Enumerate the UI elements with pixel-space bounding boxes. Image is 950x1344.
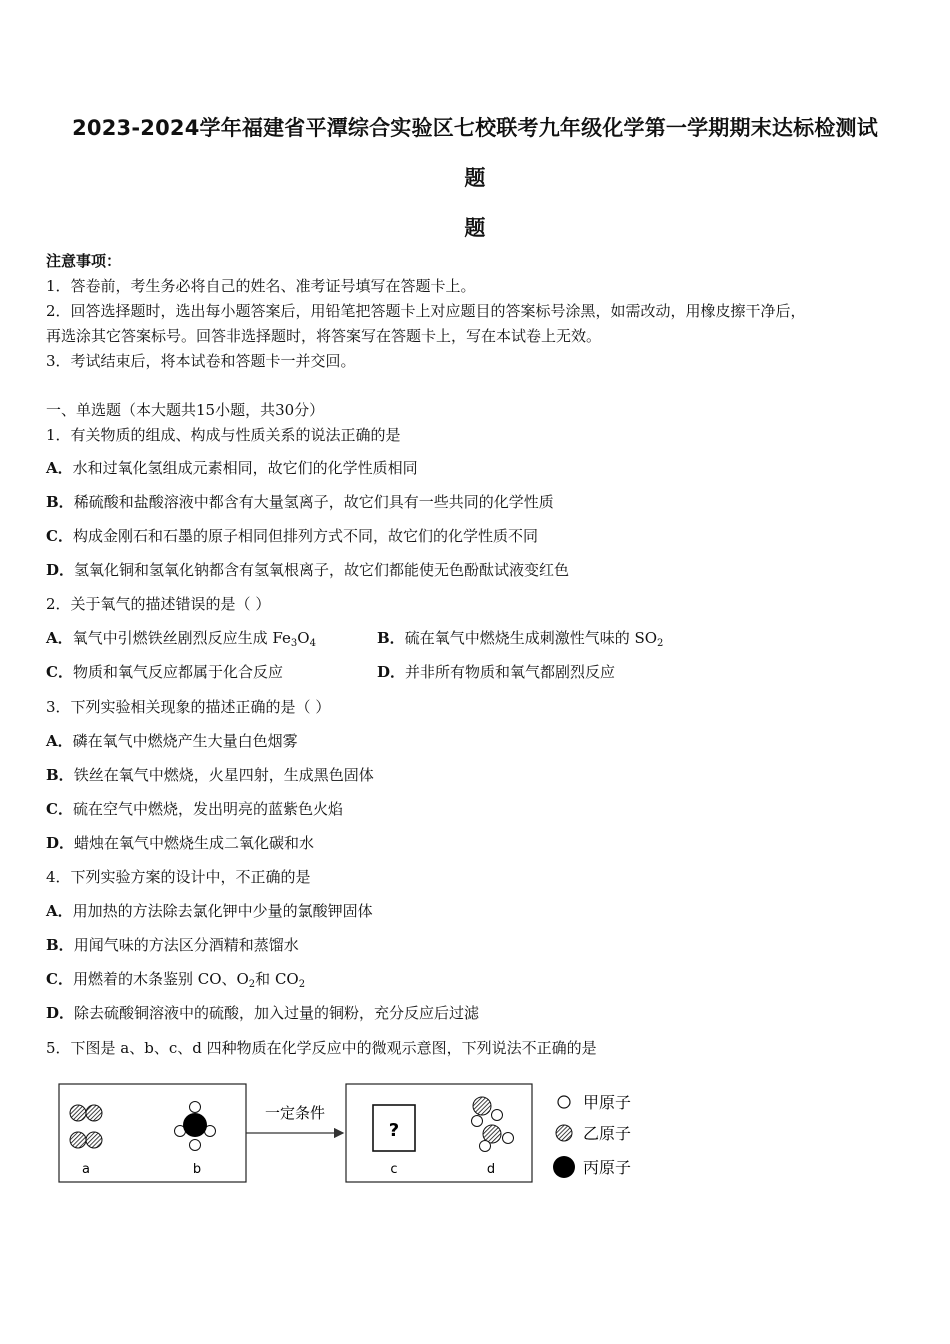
molecule-a: [70, 1105, 102, 1148]
question-2-option-b: B．硫在氧气中燃烧生成刺激性气味的 $SO_2$: [377, 629, 664, 649]
label-a: a: [82, 1162, 90, 1177]
question-3-option-a: A．磷在氧气中燃烧产生大量白色烟雾: [46, 732, 298, 750]
reaction-diagram: [55, 1078, 655, 1188]
legend: [553, 1093, 631, 1178]
notice-item: 3．考试结束后，将本试卷和答题卡一并交回。: [46, 352, 356, 370]
question-3-option-b: B．铁丝在氧气中燃烧，火星四射，生成黑色固体: [46, 766, 374, 784]
label-c: c: [390, 1162, 398, 1177]
question-2-stem: 2．关于氧气的描述错误的是（ ）: [46, 595, 271, 613]
question-4-option-d: D．除去硫酸铜溶液中的硫酸，加入过量的铜粉，充分反应后过滤: [46, 1004, 480, 1022]
question-4-option-b: B．用闻气味的方法区分酒精和蒸馏水: [46, 936, 299, 954]
question-1-option-a: A．水和过氧化氢组成元素相同，故它们的化学性质相同: [46, 459, 418, 477]
question-3-option-c: C．硫在空气中燃烧，发出明亮的蓝紫色火焰: [46, 800, 343, 818]
notice-item: 2．回答选择题时，选出每小题答案后，用铅笔把答题卡上对应题目的答案标号涂黑，如需改动，用橡皮擦干净后，: [46, 302, 806, 320]
notice-item: 1．答卷前，考生务必将自己的姓名、准考证号填写在答题卡上。: [46, 277, 476, 295]
question-2-option-d: D．并非所有物质和氧气都剧烈反应: [377, 663, 616, 681]
question-2-option-c: C．物质和氧气反应都属于化合反应: [46, 663, 283, 681]
label-d: d: [486, 1162, 496, 1177]
question-1-stem: 1．有关物质的组成、构成与性质关系的说法正确的是: [46, 426, 401, 444]
question-5-stem: 5．下图是 a、b、c、d 四种物质在化学反应中的微观示意图，下列说法不正确的是: [46, 1039, 597, 1057]
question-4-option-c: C．用燃着的木条鉴别 CO、$O_2$和 $CO_2$: [46, 970, 306, 990]
question-3-stem: 3．下列实验相关现象的描述正确的是（ ）: [46, 698, 331, 716]
question-1-option-c: C．构成金刚石和石墨的原子相同但排列方式不同，故它们的化学性质不同: [46, 527, 538, 545]
question-4-stem: 4．下列实验方案的设计中，不正确的是: [46, 868, 311, 886]
arrow-condition: 一定条件: [264, 1104, 326, 1122]
legend-bing-swatch: [553, 1156, 575, 1178]
question-4-option-a: A．用加热的方法除去氯化钾中少量的氯酸钾固体: [46, 902, 373, 920]
unknown-mark: ?: [388, 1120, 400, 1141]
question-3-option-d: D．蜡烛在氧气中燃烧生成二氧化碳和水: [46, 834, 315, 852]
molecule-b: [175, 1102, 216, 1151]
notice-item: 再选涂其它答案标号。回答非选择题时，将答案写在答题卡上，写在本试卷上无效。: [46, 327, 602, 345]
product-box: [346, 1084, 532, 1182]
page-title-continued-2: 题: [464, 216, 486, 240]
legend-bing-label: 丙原子: [583, 1158, 632, 1177]
page-title-continued: 题: [464, 166, 486, 190]
legend-yi-label: 乙原子: [583, 1124, 632, 1143]
legend-jia-swatch: [558, 1096, 570, 1108]
question-2-option-a: A．氧气中引燃铁丝剧烈反应生成 $Fe_3O_4$: [46, 629, 316, 649]
legend-yi-swatch: [556, 1125, 572, 1141]
section-heading: 一、单选题（本大题共15小题，共30分）: [46, 401, 325, 419]
question-1-option-b: B．稀硫酸和盐酸溶液中都含有大量氢离子，故它们具有一些共同的化学性质: [46, 493, 554, 511]
label-b: b: [192, 1162, 202, 1177]
page-title: 2023-2024学年福建省平潭综合实验区七校联考九年级化学第一学期期末达标检测试: [72, 116, 878, 140]
molecule-d: [472, 1097, 514, 1152]
question-1-option-d: D．氢氧化铜和氢氧化钠都含有氢氧根离子，故它们都能使无色酚酞试液变红色: [46, 561, 570, 579]
notice-heading: 注意事项：: [46, 252, 122, 270]
legend-jia-label: 甲原子: [583, 1093, 632, 1112]
